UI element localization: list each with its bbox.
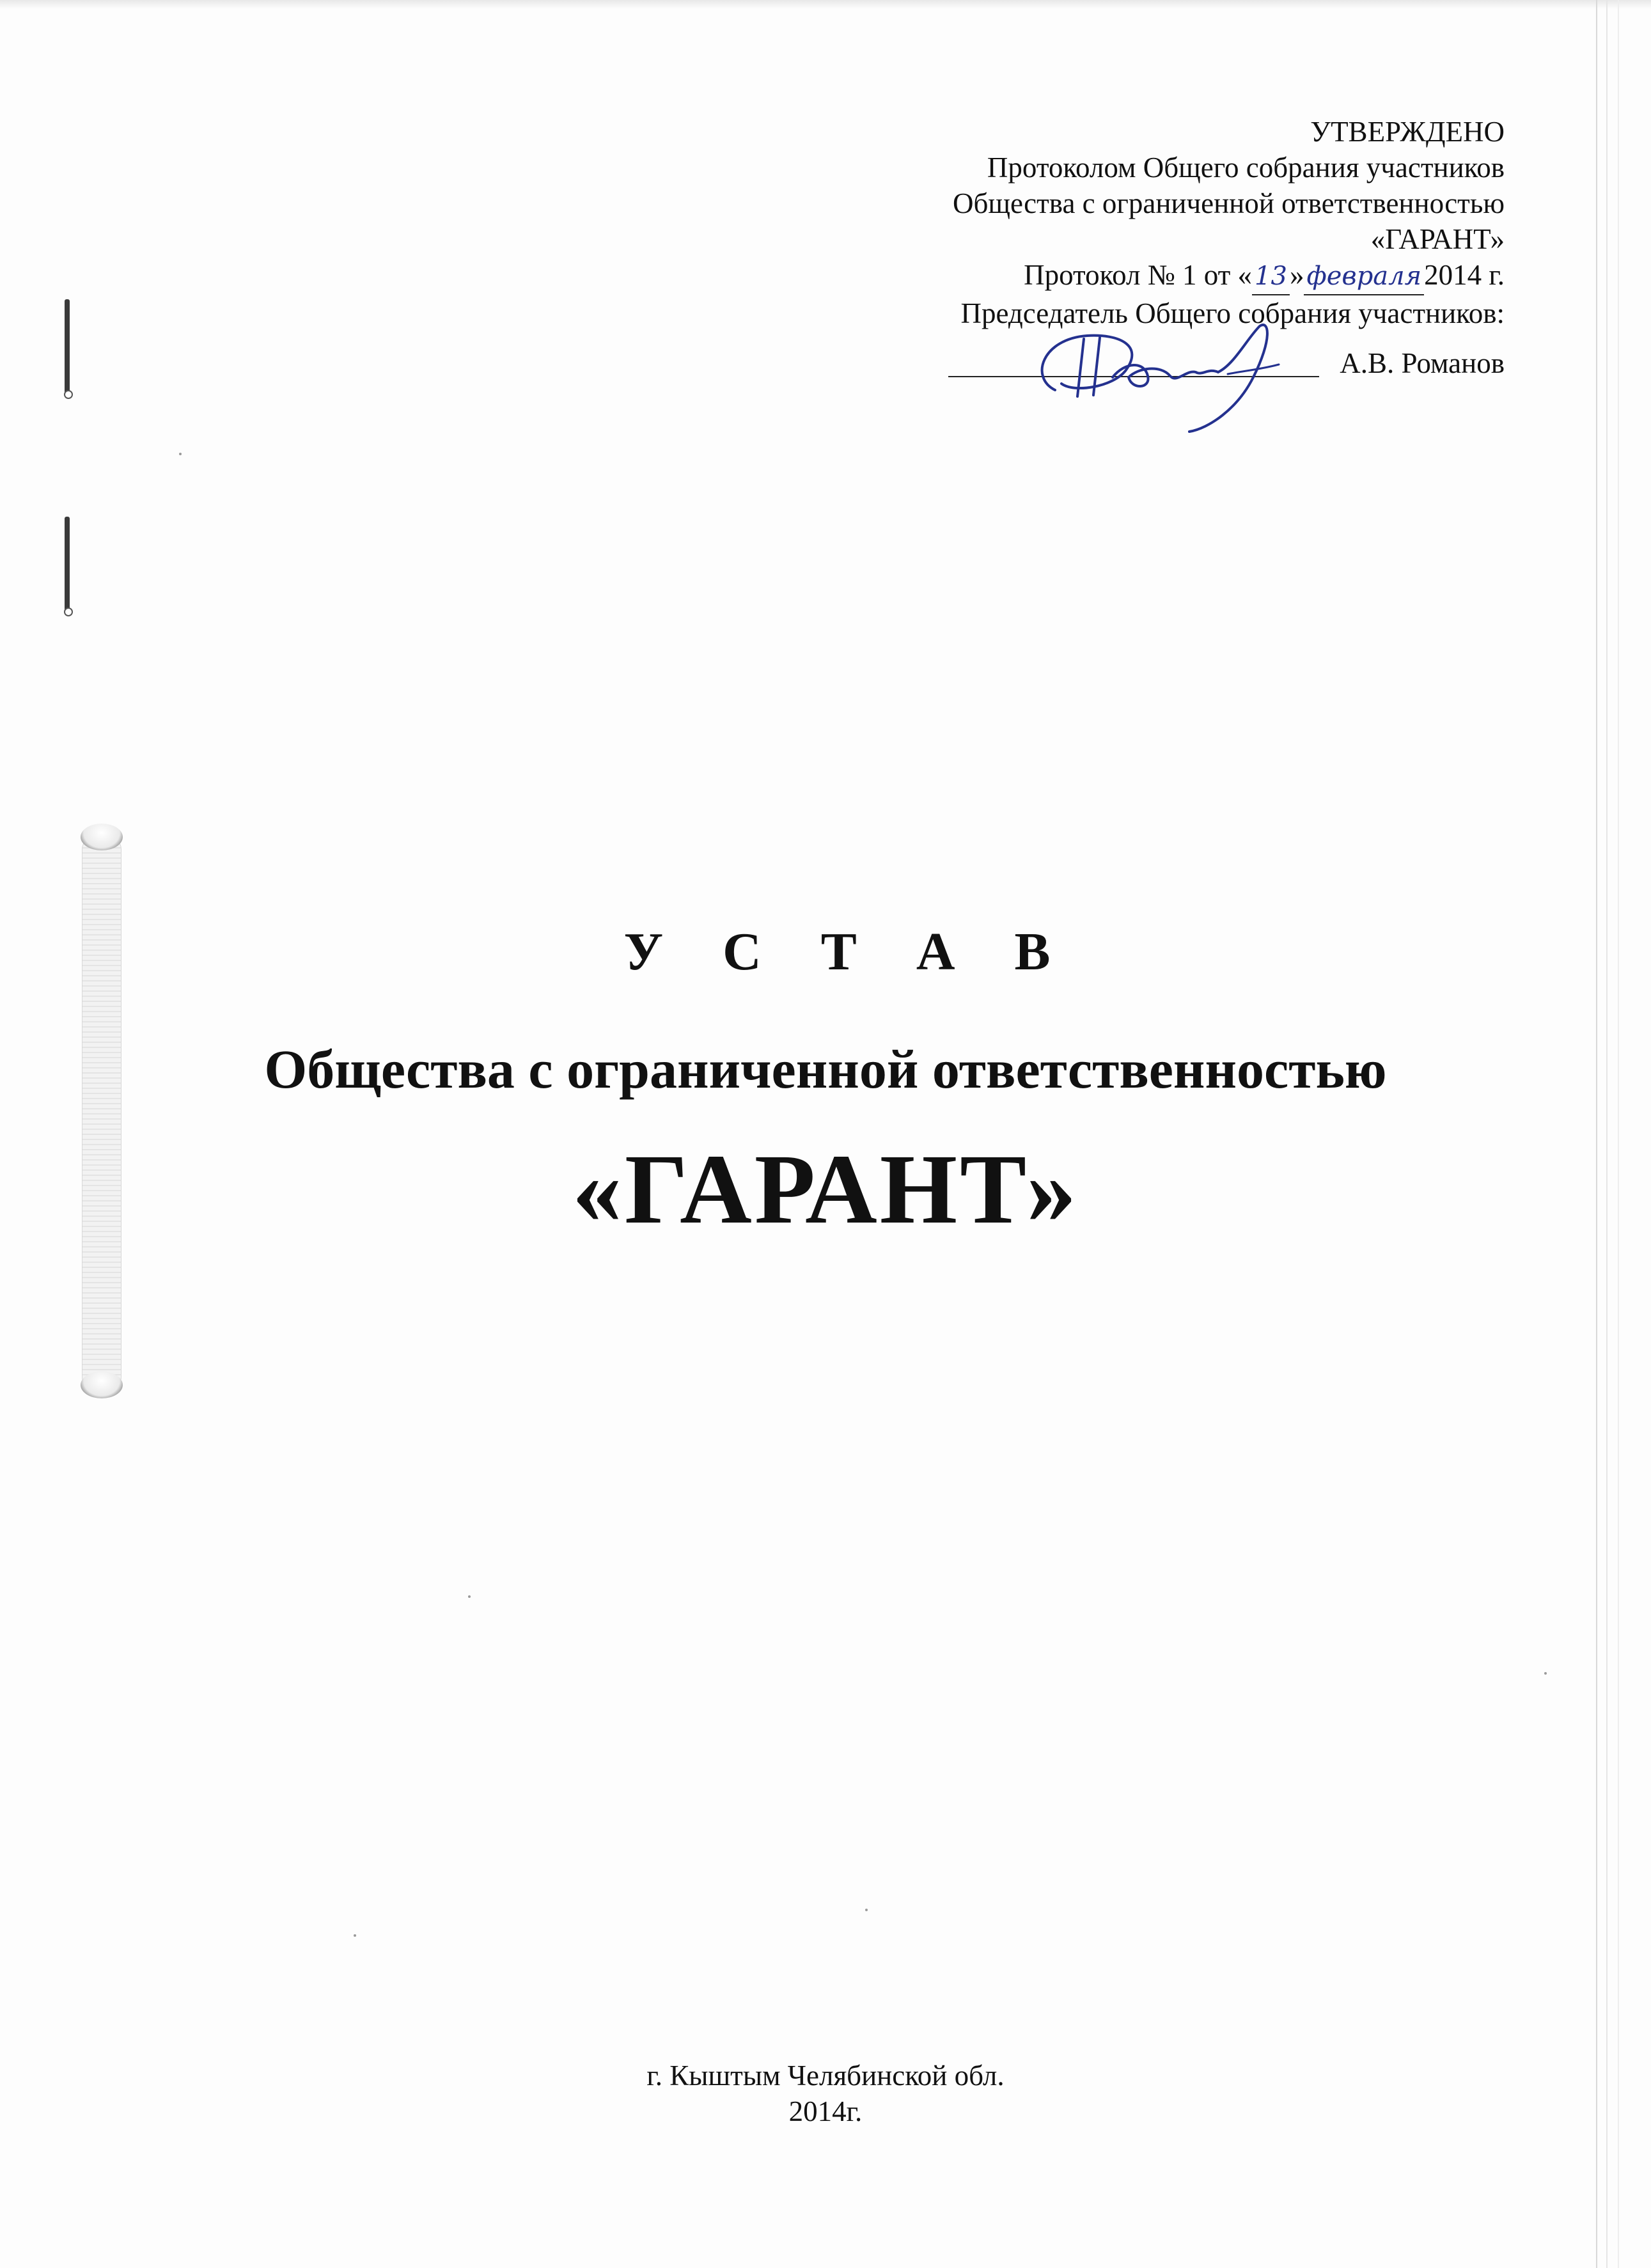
chair-label: Председатель Общего собрания участников:	[960, 297, 1505, 329]
approval-line: Протоколом Общего собрания участников	[987, 152, 1505, 184]
footer-city: г. Кыштым Челябинской обл.	[646, 2060, 1005, 2092]
approval-line: «ГАРАНТ»	[1370, 223, 1505, 255]
approval-heading: УТВЕРЖДЕНО	[1310, 116, 1505, 148]
protocol-mid: »	[1289, 259, 1304, 291]
document-type-title: У С Т А В	[623, 922, 1074, 981]
binding-rivet	[81, 824, 123, 850]
signatory-name: А.В. Романов	[1340, 347, 1505, 379]
staple-end	[64, 607, 73, 616]
staple-end	[64, 390, 73, 399]
protocol-month: февраля	[1304, 258, 1424, 295]
scan-speck	[179, 453, 182, 455]
scan-speck	[1544, 1672, 1547, 1675]
footer-year: 2014г.	[788, 2095, 863, 2127]
staple	[65, 517, 70, 613]
protocol-day: 13	[1252, 258, 1290, 295]
protocol-line	[705, 257, 1505, 295]
document-footer	[0, 2058, 1651, 2129]
staple	[65, 299, 70, 395]
scan-speck	[468, 1595, 471, 1598]
handwritten-signature	[1017, 301, 1298, 441]
scan-top-shadow	[0, 0, 1651, 9]
organization-name: «ГАРАНТ»	[572, 1134, 1079, 1244]
protocol-suffix: 2014 г.	[1424, 259, 1505, 291]
protocol-prefix: Протокол № 1 от «	[1024, 259, 1253, 291]
scan-speck	[865, 1909, 868, 1911]
organization-form: Общества с ограниченной ответственностью	[264, 1038, 1387, 1100]
scan-speck	[354, 1934, 356, 1937]
approval-line: Общества с ограниченной ответственностью	[953, 187, 1505, 219]
binding-rivet	[81, 1372, 123, 1398]
